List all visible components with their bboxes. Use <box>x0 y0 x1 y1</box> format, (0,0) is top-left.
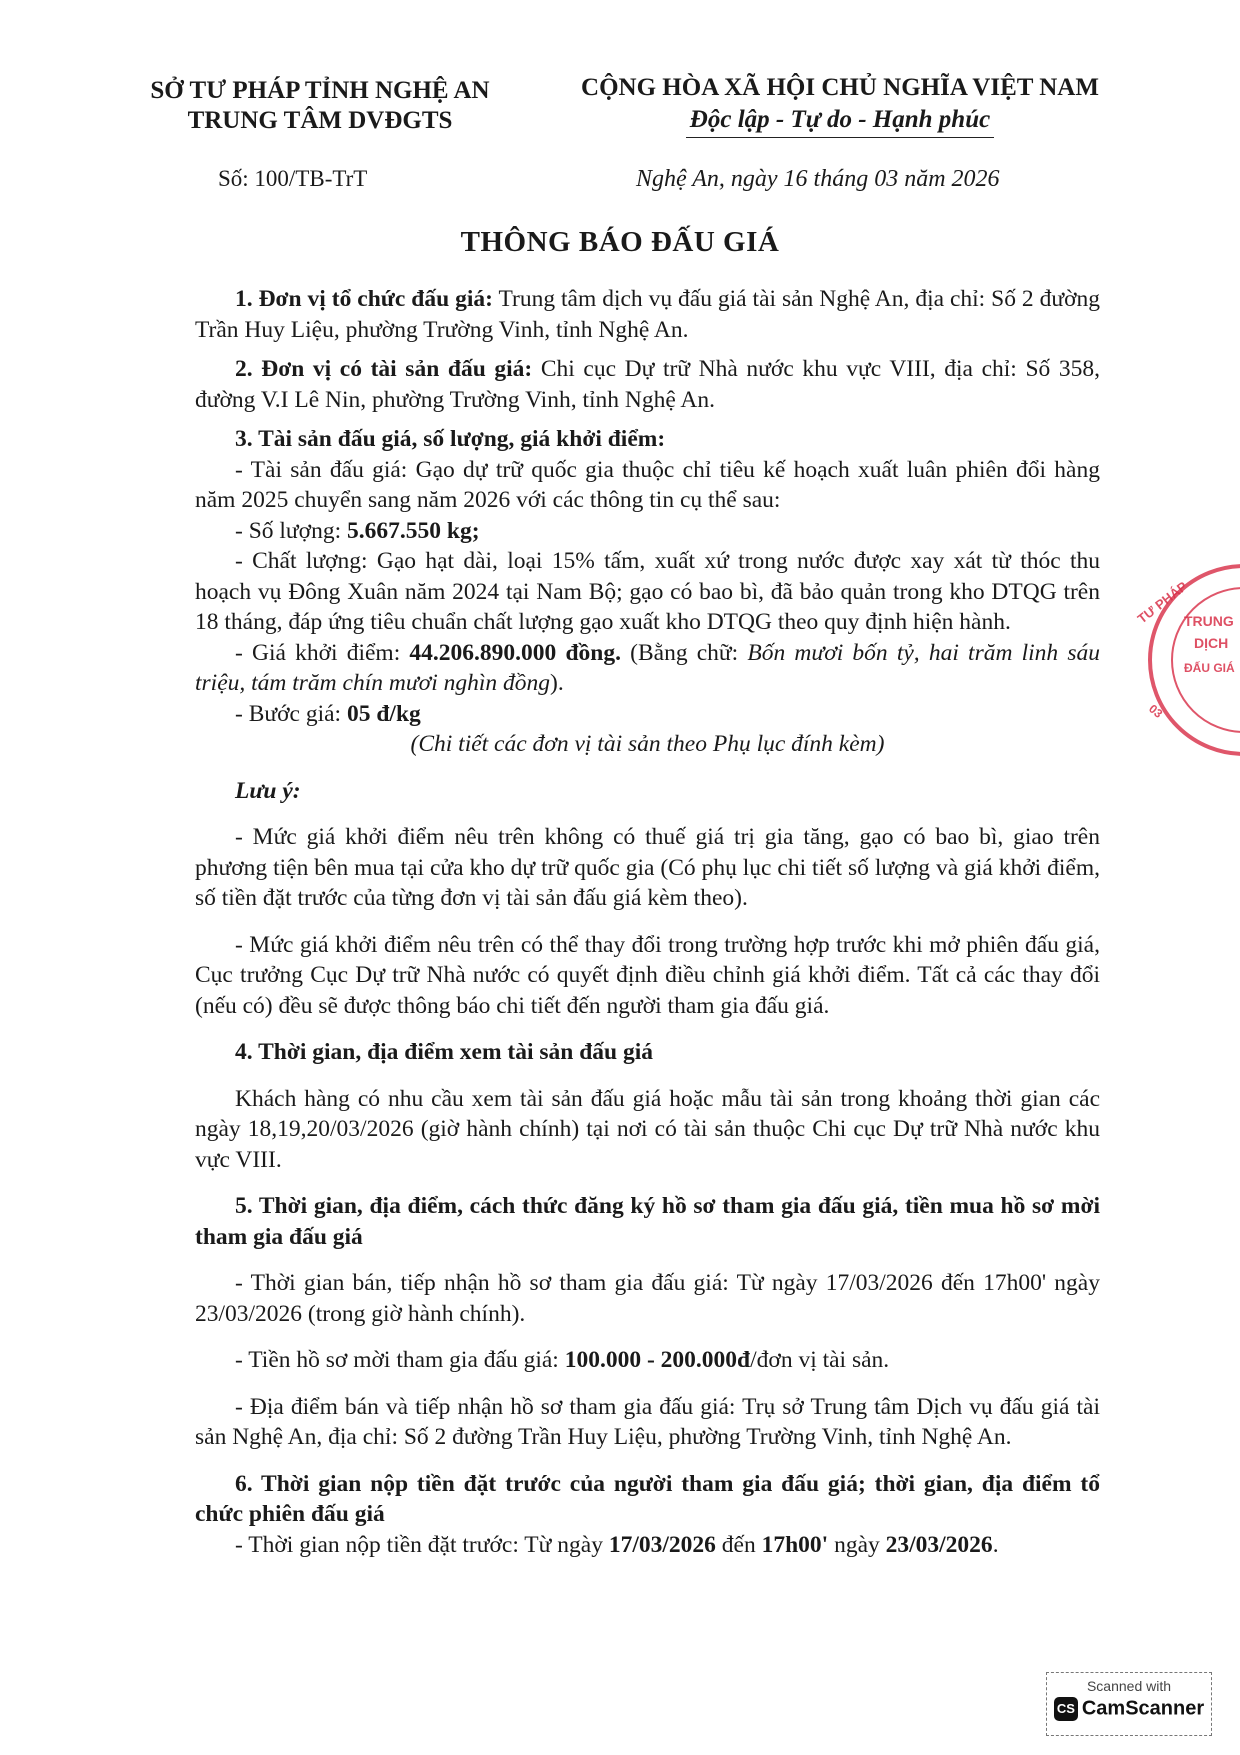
section-5-heading <box>195 1191 1100 1252</box>
quantity-value: 5.667.550 kg; <box>347 517 480 544</box>
note-paragraph-2: - Mức giá khởi điểm nêu trên có thể thay đổi trong trường hợp trước khi mở phiên đấu giá, Cục trưởng Cục Dự trữ Nhà nước có quyết định điều chỉnh giá khởi điểm. Tất cả các thay đổi (nếu có) đều sẽ được thông báo chi tiết đến người tham gia đấu giá. <box>195 931 1100 1019</box>
deposit-mid: đến <box>715 1531 762 1558</box>
step-value: 05 đ/kg <box>346 700 421 727</box>
watermark-caption: Scanned with <box>1086 1678 1172 1694</box>
asset-description: - Tài sản đấu giá: Gạo dự trữ quốc gia thuộc chỉ tiêu kế hoạch xuất luân phiên đổi hàng năm 2025 chuyển sang năm 2026 với các thông tin cụ thể sau: <box>195 456 1100 513</box>
appendix-note: (Chi tiết các đơn vị tài sản theo Phụ lục đính kèm) <box>410 731 885 757</box>
deposit-to: 17h00' <box>761 1531 829 1558</box>
issuer-center: TRUNG TÂM DVĐGTS <box>187 107 453 134</box>
section-2 <box>195 354 1100 415</box>
section-3-heading-text: 3. Tài sản đấu giá, số lượng, giá khởi điểm: <box>235 426 666 452</box>
section-6-heading <box>195 1469 1100 1530</box>
section-1-label: 1. Đơn vị tổ chức đấu giá: <box>235 286 493 312</box>
fee-value: 100.000 - 200.000đ <box>564 1347 751 1373</box>
section-3-heading <box>195 424 1100 455</box>
section-4-text: Khách hàng có nhu cầu xem tài sản đấu giá hoặc mẫu tài sản trong khoảng thời gian các ngày 18,19,20/03/2026 (giờ hành chính) tại nơi có tài sản thuộc Chi cục Dự trữ Nhà nước khu vực VIII. <box>195 1085 1100 1173</box>
section-5-fee <box>195 1345 1100 1376</box>
price-label: - Giá khởi điểm: <box>235 639 410 666</box>
document-date: Nghệ An, ngày 16 tháng 03 năm 2026 <box>636 166 1000 192</box>
deposit-mid2: ngày <box>828 1531 886 1558</box>
section-1 <box>195 284 1100 345</box>
section-5-place: - Địa điểm bán và tiếp nhận hồ sơ tham gia đấu giá: Trụ sở Trung tâm Dịch vụ đấu giá tài sản Nghệ An, địa chỉ: Số 2 đường Trần Huy Liệu, phường Trường Vinh, tỉnh Nghệ An. <box>195 1393 1100 1450</box>
stamp-number: 03 <box>1146 701 1166 721</box>
section-1-text: Trung tâm dịch vụ đấu giá tài sản Nghệ An, địa chỉ: Số 2 đường Trần Huy Liệu, phường Trường Vinh, tỉnh Nghệ An. <box>195 286 1101 343</box>
issuer-block <box>130 76 510 136</box>
deposit-prefix: - Thời gian nộp tiền đặt trước: Từ ngày <box>235 1531 609 1558</box>
watermark-brand-name: CamScanner <box>1081 1697 1205 1720</box>
national-motto: Độc lập - Tự do - Hạnh phúc <box>686 104 994 138</box>
section-4-heading-text: 4. Thời gian, địa điểm xem tài sản đấu giá <box>235 1039 654 1065</box>
deposit-from: 17/03/2026 <box>608 1531 716 1558</box>
section-6-heading-text: 6. Thời gian nộp tiền đặt trước của người tham gia đấu giá; thời gian, địa điểm tổ chức phiên đấu giá <box>195 1470 1100 1527</box>
stamp-ring-text: TƯ PHÁP <box>1134 578 1190 627</box>
step-label: - Bước giá: <box>235 700 347 727</box>
document-body <box>195 284 1100 1560</box>
national-header <box>570 72 1110 138</box>
note-label-text: Lưu ý: <box>235 777 301 804</box>
note-paragraph-1: - Mức giá khởi điểm nêu trên không có thuế giá trị gia tăng, gạo có bao bì, giao trên phương tiện bên mua tại cửa kho dự trữ quốc gia (Có phụ lục chi tiết số lượng và giá khởi điểm, số tiền đặt trước của từng đơn vị tài sản đấu giá kèm theo). <box>195 824 1100 911</box>
price-words-close: ). <box>550 670 564 696</box>
document-number: Số: 100/TB-TrT <box>218 166 368 191</box>
country-name: CỘNG HÒA XÃ HỘI CHỦ NGHĨA VIỆT NAM <box>581 74 1099 101</box>
asset-quality: - Chất lượng: Gạo hạt dài, loại 15% tấm, xuất xứ trong nước được xay xát từ thóc thu hoạch vụ Đông Xuân năm 2024 tại Nam Bộ; gạo có bao bì, đã bảo quản trong kho DTQG trên 18 tháng, đáp ứng tiêu chuẩn chất lượng gạo xuất kho DTQG theo quy định hiện hành. <box>195 548 1100 635</box>
stamp-line-3: ĐẤU GIÁ <box>1184 661 1235 675</box>
section-5-time: - Thời gian bán, tiếp nhận hồ sơ tham gia đấu giá: Từ ngày 17/03/2026 đến 17h00' ngày 23/03/2026 (trong giờ hành chính). <box>195 1270 1100 1327</box>
starting-price <box>195 638 1100 699</box>
stamp-line-1: TRUNG <box>1184 613 1234 629</box>
camscanner-watermark <box>1046 1672 1212 1736</box>
section-2-text: Chi cục Dự trữ Nhà nước khu vực VIII, địa chỉ: Số 358, đường V.I Lê Nin, phường Trường Vinh, tỉnh Nghệ An. <box>195 356 1100 413</box>
section-4-heading <box>195 1037 1100 1068</box>
price-step <box>195 699 1100 730</box>
fee-tail: /đơn vị tài sản. <box>750 1347 890 1373</box>
issuer-department: SỞ TƯ PHÁP TỈNH NGHỆ AN <box>150 77 490 104</box>
asset-quantity <box>195 516 1100 547</box>
price-words: Bốn mươi bốn tỷ, hai trăm linh sáu triệu, tám trăm chín mươi nghìn đồng <box>195 639 1100 696</box>
watermark-brand <box>1047 1697 1211 1721</box>
quantity-label: - Số lượng: <box>235 517 347 544</box>
stamp-line-2: DỊCH <box>1194 635 1229 651</box>
official-seal-stamp <box>1122 560 1240 765</box>
deposit-end: . <box>992 1531 999 1558</box>
note-label <box>195 776 1100 807</box>
section-5-heading-text: 5. Thời gian, địa điểm, cách thức đăng ký hồ sơ tham gia đấu giá, tiền mua hồ sơ mời tham gia đấu giá <box>195 1193 1100 1250</box>
deposit-time <box>195 1530 1100 1561</box>
price-value: 44.206.890.000 đồng. <box>409 639 621 666</box>
section-2-label: 2. Đơn vị có tài sản đấu giá: <box>235 356 533 382</box>
price-words-open: (Bằng chữ: <box>620 639 748 666</box>
document-title: THÔNG BÁO ĐẤU GIÁ <box>460 226 780 258</box>
deposit-date: 23/03/2026 <box>885 1531 993 1558</box>
fee-label: - Tiền hồ sơ mời tham gia đấu giá: <box>235 1347 565 1373</box>
camscanner-logo-icon: CS <box>1054 1697 1078 1721</box>
